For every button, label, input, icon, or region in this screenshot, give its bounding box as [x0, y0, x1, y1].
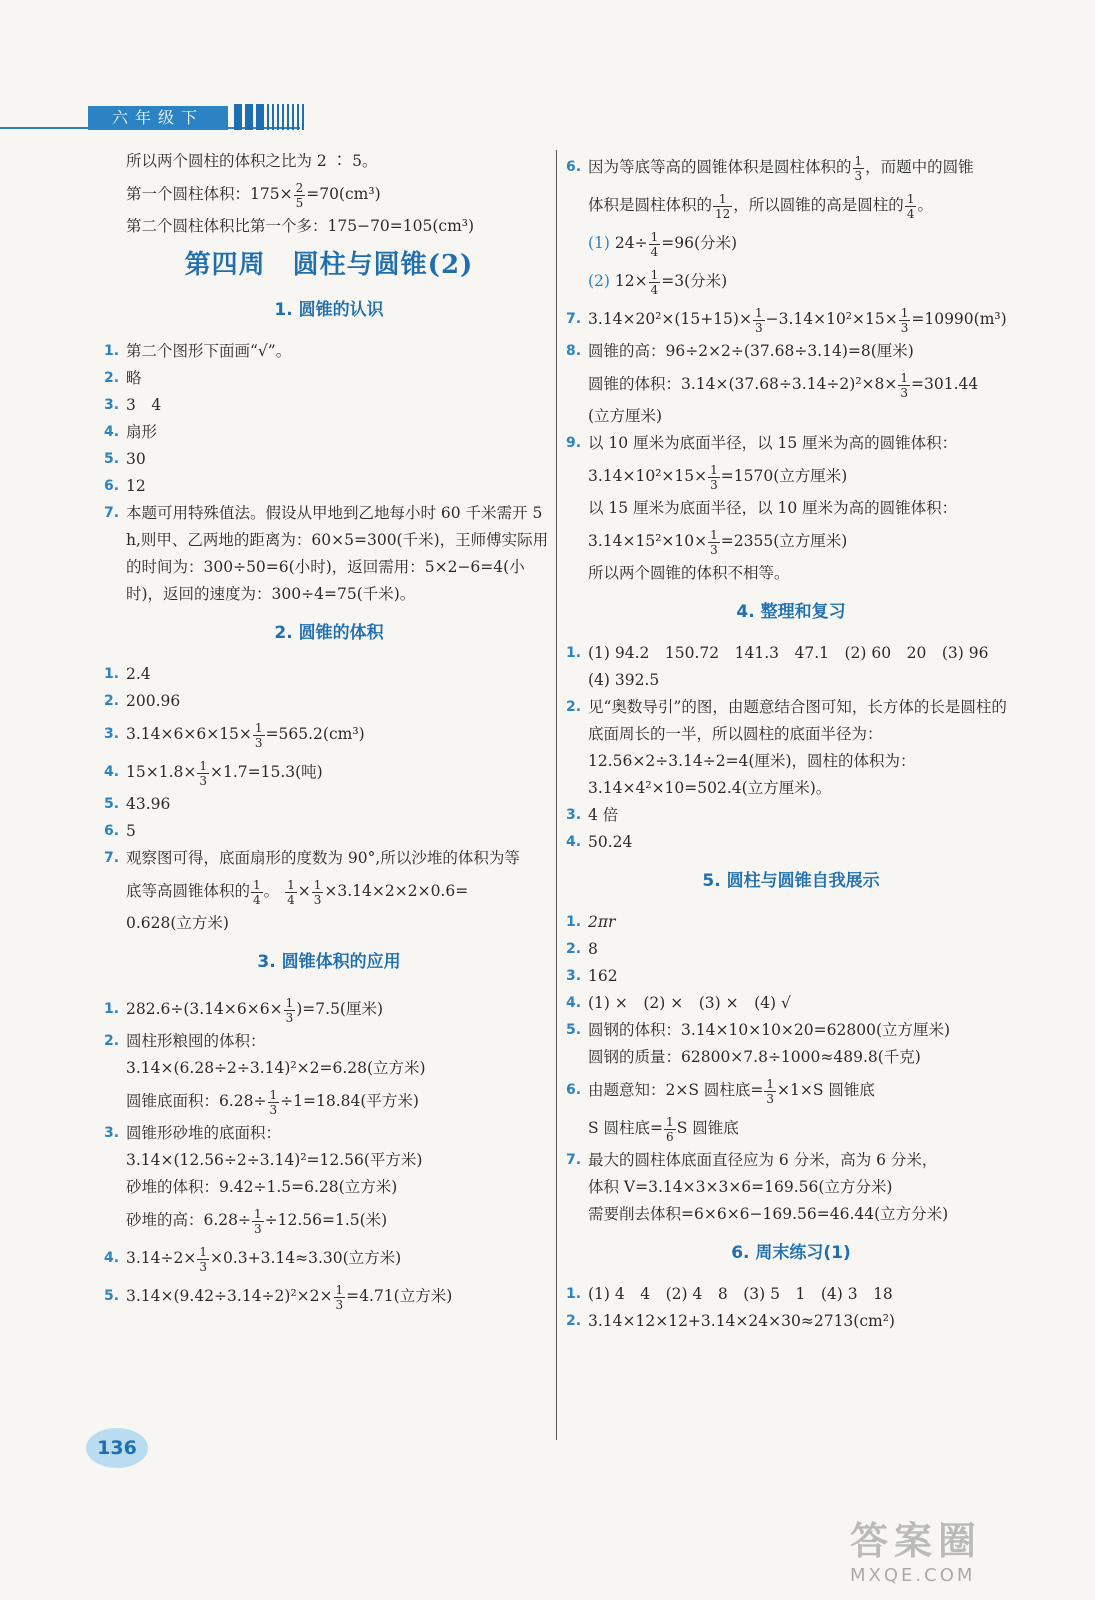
- item-number: 2.: [104, 370, 120, 386]
- answer-item: [566, 963, 1016, 990]
- answer-text: (1) 4 4 (2) 4 8 (3) 5 1 (4) 3 18: [588, 1285, 893, 1303]
- item-number: 6.: [104, 478, 120, 494]
- answer-text: 因为等底等高的圆锥体积是圆柱体积的: [588, 158, 852, 176]
- fraction: [764, 1077, 776, 1106]
- item-number: 1.: [566, 1286, 582, 1302]
- fraction-denominator: 3: [766, 1091, 775, 1106]
- answer-text: 最大的圆柱体底面直径应为 6 分米，高为 6 分米，: [588, 1151, 938, 1169]
- item-number: 3.: [104, 1125, 120, 1141]
- answer-text: (立方厘米): [588, 407, 663, 425]
- item-number: 1.: [104, 343, 120, 359]
- answer-item: [104, 446, 554, 473]
- fraction-numerator: 1: [900, 305, 909, 320]
- fraction: [197, 1245, 209, 1274]
- answer-item-cont: [104, 1174, 554, 1201]
- answer-item: [566, 1308, 1016, 1335]
- item-number: 2.: [566, 699, 582, 715]
- watermark: [850, 1510, 1075, 1590]
- answer-item-cont: [566, 1201, 1016, 1228]
- answer-text: 15×1.8×: [126, 763, 197, 781]
- answer-text: 3.14×20²×(15+15)×: [588, 310, 752, 328]
- watermark-logo: 答案圈: [850, 1519, 983, 1563]
- fraction: [664, 1115, 676, 1144]
- answer-text: 圆钢的质量：62800×7.8÷1000≈489.8(千克): [588, 1048, 921, 1066]
- answer-text: 4 倍: [588, 806, 619, 824]
- fraction: [334, 1283, 346, 1312]
- fraction-numerator: 1: [199, 1244, 207, 1259]
- answer-text: S 圆柱底=: [588, 1119, 664, 1137]
- answer-text: =4.71(立方米): [346, 1287, 453, 1305]
- answer-item: [104, 365, 554, 392]
- fraction: [197, 759, 209, 788]
- fraction-denominator: 6: [666, 1129, 674, 1144]
- answer-text: =10990(m³): [911, 310, 1007, 328]
- fraction-denominator: 3: [269, 1102, 278, 1117]
- answer-item: [104, 791, 554, 818]
- answer-item-cont: [104, 872, 554, 910]
- fraction: [753, 306, 765, 335]
- fraction-denominator: 3: [754, 320, 763, 335]
- fraction: [649, 230, 661, 259]
- answer-item-cont: [566, 1044, 1016, 1071]
- answer-text: 2.4: [126, 665, 151, 683]
- answer-item: [566, 430, 1016, 457]
- answer-text: (1) 94.2 150.72 141.3 47.1 (2) 60 20 (3) 96: [588, 644, 989, 662]
- answer-item-cont: [566, 365, 1016, 403]
- fraction-denominator: 3: [854, 168, 863, 183]
- fraction-numerator: 1: [754, 305, 763, 320]
- fraction: [285, 878, 297, 907]
- answer-text: 体积是圆柱体积的: [588, 196, 713, 214]
- item-number: 4.: [566, 995, 582, 1011]
- answer-text: ×0.3+3.14≈3.30(立方米): [210, 1249, 402, 1267]
- answer-item: [566, 990, 1016, 1017]
- fraction-denominator: 3: [199, 773, 207, 788]
- answer-item-cont: [566, 560, 1016, 587]
- answer-item-cont: [104, 910, 554, 937]
- answer-item: [104, 1239, 554, 1277]
- answer-item: [566, 148, 1016, 186]
- answer-text: =565.2(cm³): [265, 725, 365, 743]
- fraction-numerator: 1: [199, 758, 207, 773]
- answer-text: 圆锥的高：96÷2×2÷(37.68÷3.14)=8(厘米): [588, 342, 914, 360]
- item-number: 5.: [566, 1022, 582, 1038]
- item-number: 4.: [104, 764, 120, 780]
- fraction-numerator: 1: [254, 1206, 262, 1221]
- right-column: [566, 148, 1016, 1335]
- item-number: 8.: [566, 343, 582, 359]
- fraction-numerator: 2: [295, 180, 304, 195]
- answer-item: [566, 1071, 1016, 1109]
- answer-text: 3.14×(12.56÷2÷3.14)²=12.56(平方米): [126, 1151, 423, 1169]
- answer-text: =2355(立方厘米): [720, 532, 848, 550]
- section-title: 3. 圆锥体积的应用: [257, 952, 401, 972]
- answer-item-cont: [566, 457, 1016, 495]
- fraction-denominator: 12: [715, 206, 731, 221]
- answer-item-cont: [566, 495, 1016, 522]
- answer-text: 本题可用特殊值法。假设从甲地到乙地每小时 60 千米需开 5 h,则甲、乙两地的距离为：60×5=300(千米)，王师傅实际用的时间为：300÷50=6(小时)，返回需用：5×2−6=4(小时)，返回的速度为：300÷4=75(千米)。: [126, 504, 549, 603]
- answer-item: [566, 640, 1016, 667]
- fraction-denominator: 3: [285, 1010, 294, 1025]
- fraction-numerator: 1: [253, 877, 261, 892]
- section-title: 2. 圆锥的体积: [274, 623, 384, 643]
- answer-text: (4) 392.5: [588, 671, 660, 689]
- answer-text: (2): [588, 272, 610, 290]
- answer-text: 砂堆的体积：9.42÷1.5=6.28(立方米): [126, 1178, 398, 1196]
- answer-item-cont: [104, 1055, 554, 1082]
- answer-text: 3.14×6×6×15×: [126, 725, 252, 743]
- answer-item: [566, 1281, 1016, 1308]
- answer-text: (1): [588, 234, 610, 252]
- answer-text: 圆钢的体积：3.14×10×10×20=62800(立方厘米): [588, 1021, 951, 1039]
- fraction: [294, 181, 306, 210]
- fraction: [312, 878, 324, 907]
- answer-item: [566, 694, 1016, 802]
- item-number: 5.: [104, 1288, 120, 1304]
- answer-text: S 圆锥底: [676, 1119, 739, 1137]
- answer-item: [566, 909, 1016, 936]
- answer-text: 30: [126, 450, 146, 468]
- answer-item: [104, 338, 554, 365]
- item-number: 6.: [566, 159, 582, 175]
- answer-text: 24÷: [609, 234, 648, 252]
- answer-item: [104, 473, 554, 500]
- fraction-denominator: 5: [295, 195, 304, 210]
- fraction-numerator: 1: [254, 720, 263, 735]
- answer-item: [104, 845, 554, 872]
- answer-item: [104, 419, 554, 446]
- fraction-denominator: 4: [650, 244, 659, 259]
- answer-text: 扇形: [126, 423, 158, 441]
- answer-text: 圆锥形砂堆的底面积：: [126, 1124, 282, 1142]
- answer-item: [104, 715, 554, 753]
- answer-text: 圆柱形粮囤的体积：: [126, 1032, 266, 1050]
- item-number: 2.: [104, 1033, 120, 1049]
- answer-item: [566, 936, 1016, 963]
- fraction: [708, 463, 720, 492]
- section-title: 1. 圆锥的认识: [274, 300, 384, 320]
- answer-text: 体积 V=3.14×3×3×6=169.56(立方分米): [588, 1178, 893, 1196]
- answer-text: 12: [126, 477, 146, 495]
- week-title: 第四周 圆柱与圆锥(2): [184, 250, 474, 280]
- item-number: 6.: [566, 1082, 582, 1098]
- fraction-numerator: 1: [713, 192, 732, 207]
- answer-text: ×1.7=15.3(吨): [210, 763, 323, 781]
- answer-item-cont: [566, 186, 1016, 224]
- answer-text: 略: [126, 369, 142, 387]
- fraction-denominator: 3: [199, 1259, 207, 1274]
- answer-text: 3.14×10²×15×: [588, 467, 708, 485]
- fraction-denominator: 3: [710, 477, 718, 492]
- fraction: [252, 1207, 264, 1236]
- answer-item-cont: [566, 522, 1016, 560]
- answer-text: 3 4: [126, 396, 162, 414]
- item-number: 3.: [104, 726, 120, 742]
- item-number: 7.: [566, 311, 582, 327]
- section-title: 5. 圆柱与圆锥自我展示: [702, 871, 880, 891]
- fraction: [708, 528, 720, 557]
- answer-text: 底等高圆锥体积的: [126, 882, 251, 900]
- answer-item: [104, 990, 554, 1028]
- item-number: 1.: [566, 645, 582, 661]
- answer-text: =96(分米): [661, 234, 738, 252]
- answer-text: 圆锥的体积：3.14×(37.68÷3.14÷2)²×8×: [588, 375, 898, 393]
- item-number: 1.: [104, 1001, 120, 1017]
- fraction-denominator: 3: [335, 1297, 344, 1312]
- fraction: [853, 154, 865, 183]
- answer-text: 43.96: [126, 795, 171, 813]
- answer-text: 3.14×15²×10×: [588, 532, 708, 550]
- grade-label: 六年级下: [88, 106, 228, 130]
- answer-text: −3.14×10²×15×: [765, 310, 898, 328]
- intro-line: 第二个圆柱体积比第一个多：175−70=105(cm³): [126, 217, 475, 235]
- answer-item: [104, 1028, 554, 1055]
- answer-item: [104, 1120, 554, 1147]
- intro-line: 所以两个圆柱的体积之比为 2 ∶ 5。: [126, 152, 378, 170]
- item-number: 3.: [104, 397, 120, 413]
- fraction: [898, 371, 910, 400]
- item-number: 9.: [566, 435, 582, 451]
- answer-text: 3.14÷2×: [126, 1249, 197, 1267]
- answer-text: 282.6÷(3.14×6×6×: [126, 1000, 283, 1018]
- fraction-denominator: 3: [313, 892, 322, 907]
- fraction: [899, 306, 911, 335]
- answer-text: =301.44: [911, 375, 979, 393]
- watermark-url: MXQE.COM: [850, 1565, 976, 1586]
- answer-text: 需要削去体积=6×6×6−169.56=46.44(立方分米): [588, 1205, 949, 1223]
- answer-text: 3.14×(9.42÷3.14÷2)²×2×: [126, 1287, 333, 1305]
- fraction: [268, 1088, 280, 1117]
- item-number: 1.: [104, 666, 120, 682]
- fraction: [253, 721, 265, 750]
- item-number: 4.: [566, 834, 582, 850]
- answer-item-cont: [566, 224, 1016, 262]
- answer-text: 第二个图形下面画“√”。: [126, 342, 292, 360]
- intro-line: 第一个圆柱体积：175× $\frac{2}{5}$ =70(cm³): [126, 180, 381, 210]
- answer-item: [104, 500, 554, 608]
- answer-text: 8: [588, 940, 598, 958]
- answer-item-cont: [104, 1201, 554, 1239]
- answer-item: [104, 753, 554, 791]
- answer-item: [566, 802, 1016, 829]
- answer-text: (1) × (2) × (3) × (4) √: [588, 994, 791, 1012]
- answer-item: [104, 818, 554, 845]
- answer-text: 162: [588, 967, 618, 985]
- answer-text: ，所以圆锥的高是圆柱的: [733, 196, 904, 214]
- fraction-numerator: 1: [313, 877, 322, 892]
- fraction-numerator: 1: [269, 1087, 278, 1102]
- page-number: 136: [86, 1428, 148, 1468]
- answer-text: 0.628(立方米): [126, 914, 229, 932]
- item-number: 4.: [104, 424, 120, 440]
- item-number: 7.: [566, 1152, 582, 1168]
- fraction-numerator: 1: [710, 462, 718, 477]
- answer-item: [104, 392, 554, 419]
- column-divider: [556, 150, 557, 1440]
- item-number: 1.: [566, 914, 582, 930]
- answer-text: 5: [126, 822, 136, 840]
- fraction-numerator: 1: [906, 191, 915, 206]
- answer-text: ，而题中的圆锥: [865, 158, 974, 176]
- item-number: 7.: [104, 505, 120, 521]
- answer-item-cont: [104, 1082, 554, 1120]
- fraction-denominator: 4: [650, 282, 659, 297]
- answer-text: 观察图可得，底面扇形的度数为 90°,所以沙堆的体积为等: [126, 849, 520, 867]
- answer-item: [566, 338, 1016, 365]
- answer-text: 以 15 厘米为底面半径，以 10 厘米为高的圆锥体积：: [588, 499, 958, 517]
- item-number: 5.: [104, 796, 120, 812]
- answer-text: ÷1=18.84(平方米): [280, 1092, 419, 1110]
- answer-text: 砂堆的高：6.28÷: [126, 1211, 251, 1229]
- item-number: 2.: [566, 941, 582, 957]
- answer-item-cont: [104, 1147, 554, 1174]
- fraction-numerator: 1: [854, 153, 863, 168]
- answer-item-cont: [566, 1174, 1016, 1201]
- fraction-denominator: 3: [254, 1221, 262, 1236]
- answer-item: [566, 1017, 1016, 1044]
- item-number: 5.: [104, 451, 120, 467]
- fraction: [284, 996, 296, 1025]
- fraction-numerator: 1: [710, 527, 718, 542]
- answer-text: ×3.14×2×2×0.6=: [324, 882, 469, 900]
- section-title: 4. 整理和复习: [736, 602, 846, 622]
- fraction-numerator: 1: [650, 229, 659, 244]
- answer-text: 50.24: [588, 833, 633, 851]
- fraction: [713, 192, 732, 221]
- item-number: 4.: [104, 1250, 120, 1266]
- item-number: 7.: [104, 850, 120, 866]
- answer-text: ×1×S 圆锥底: [777, 1081, 875, 1099]
- answer-text: 由题意知：2×S 圆柱底=: [588, 1081, 764, 1099]
- answer-text: 3.14×(6.28÷2÷3.14)²×2=6.28(立方米): [126, 1059, 426, 1077]
- fraction: [251, 878, 263, 907]
- answer-text: 以 10 厘米为底面半径，以 15 厘米为高的圆锥体积：: [588, 434, 958, 452]
- fraction: [649, 268, 661, 297]
- item-number: 2.: [566, 1313, 582, 1329]
- fraction-numerator: 1: [287, 877, 295, 892]
- fraction-denominator: 4: [253, 892, 261, 907]
- fraction-denominator: 4: [287, 892, 295, 907]
- answer-text: 见“奥数导引”的图，由题意结合图可知，长方体的长是圆柱的底面周长的一半，所以圆柱的底面半径为：12.56×2÷3.14÷2=4(厘米)，圆柱的体积为：3.14×4²×10=502.4(立方厘米)。: [588, 698, 1007, 797]
- fraction-denominator: 3: [254, 735, 263, 750]
- fraction-denominator: 3: [710, 542, 718, 557]
- fraction-denominator: 4: [906, 206, 915, 221]
- item-number: 2.: [104, 693, 120, 709]
- answer-text: 12×: [609, 272, 648, 290]
- answer-item-cont: [566, 667, 1016, 694]
- answer-item: [104, 688, 554, 715]
- item-number: 3.: [566, 968, 582, 984]
- answer-text: 200.96: [126, 692, 181, 710]
- answer-item: [104, 1277, 554, 1315]
- fraction-numerator: 1: [335, 1282, 344, 1297]
- fraction-numerator: 1: [900, 370, 909, 385]
- answer-text: 圆锥底面积：6.28÷: [126, 1092, 267, 1110]
- fraction-numerator: 1: [666, 1114, 674, 1129]
- answer-text: 3.14×12×12+3.14×24×30≈2713(cm²): [588, 1312, 895, 1330]
- answer-text: 。: [917, 196, 933, 214]
- answer-text: 2πr: [588, 913, 616, 931]
- answer-item-cont: [566, 1109, 1016, 1147]
- fraction-denominator: 3: [900, 320, 909, 335]
- answer-item: [566, 300, 1016, 338]
- answer-text: 所以两个圆锥的体积不相等。: [588, 564, 790, 582]
- fraction-numerator: 1: [766, 1076, 775, 1091]
- answer-text: )=7.5(厘米): [296, 1000, 384, 1018]
- item-number: 3.: [566, 807, 582, 823]
- answer-text: ×: [297, 882, 311, 900]
- fraction: [905, 192, 917, 221]
- item-number: 6.: [104, 823, 120, 839]
- answer-item-cont: [566, 262, 1016, 300]
- answer-text: =3(分米): [661, 272, 728, 290]
- section-title: 6. 周末练习(1): [731, 1243, 851, 1263]
- answer-item: [566, 1147, 1016, 1174]
- answer-text: 。: [263, 882, 280, 900]
- answer-item-cont: [566, 403, 1016, 430]
- answer-item: [104, 661, 554, 688]
- header-barcode-decoration: [234, 104, 304, 130]
- left-column: [104, 148, 554, 1315]
- fraction-numerator: 1: [650, 267, 659, 282]
- answer-text: ÷12.56=1.5(米): [264, 1211, 388, 1229]
- fraction-numerator: 1: [285, 995, 294, 1010]
- answer-item: [566, 829, 1016, 856]
- fraction-denominator: 3: [900, 385, 909, 400]
- answer-text: =1570(立方厘米): [720, 467, 848, 485]
